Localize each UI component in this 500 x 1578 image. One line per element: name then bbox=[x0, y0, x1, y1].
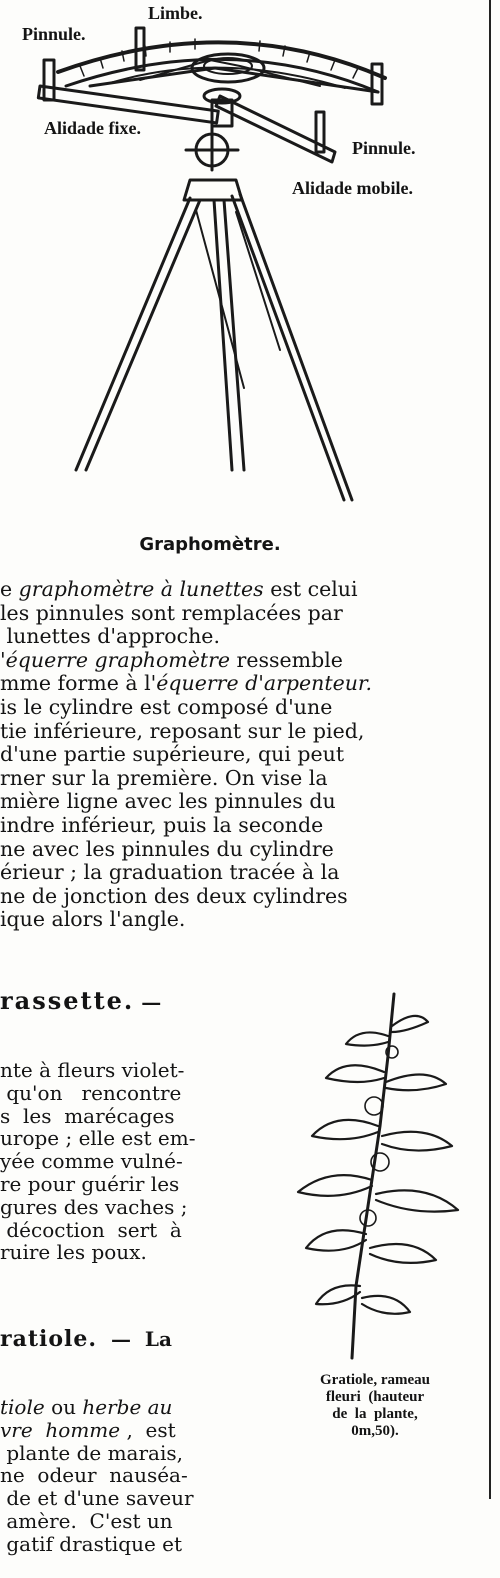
text-line: qu'on rencontre bbox=[0, 1080, 182, 1105]
text-line: yée comme vulné- bbox=[0, 1149, 183, 1174]
label-pinnule-left: Pinnule. bbox=[22, 24, 86, 44]
text-line: rner sur la première. On vise la bbox=[0, 765, 328, 790]
text-line: lunettes d'approche. bbox=[0, 624, 220, 649]
label-alidade-fixe: Alidade fixe. bbox=[44, 118, 141, 138]
italic-term: herbe au bbox=[82, 1394, 173, 1419]
label-pinnule-right: Pinnule. bbox=[352, 138, 416, 158]
text-line: s les marécages bbox=[0, 1103, 175, 1128]
text-line: ne de jonction des deux cylindres bbox=[0, 883, 348, 908]
entry-heading: ratiole. bbox=[0, 1325, 98, 1352]
text-line: de et d'une saveur bbox=[0, 1486, 194, 1511]
entry-heading: rassette. bbox=[0, 985, 135, 1015]
text-line: les pinnules sont remplacées par bbox=[0, 600, 343, 625]
column-rule bbox=[489, 0, 491, 1499]
italic-term: tiole bbox=[0, 1394, 45, 1419]
paragraph-graphometre bbox=[0, 578, 466, 932]
text-line: is le cylindre est composé d'une bbox=[0, 694, 333, 719]
text-line: ne odeur nauséa- bbox=[0, 1463, 188, 1488]
text-line: amère. C'est un bbox=[0, 1508, 173, 1533]
text-line: ruire les poux. bbox=[0, 1240, 147, 1265]
text-line: d'une partie supérieure, qui peut bbox=[0, 742, 345, 767]
text-line: indre inférieur, puis la seconde bbox=[0, 812, 324, 837]
italic-term: graphomètre à lunettes bbox=[18, 578, 264, 601]
gratiole-plant-illustration bbox=[276, 986, 476, 1366]
text-line: 'équerre graphomètre ressemble bbox=[0, 647, 343, 672]
label-limbe: Limbe. bbox=[148, 3, 203, 23]
figure-caption: Graphomètre. bbox=[139, 534, 281, 555]
italic-term: 'équerre graphomètre bbox=[0, 647, 231, 672]
text-line: gatif drastique et bbox=[0, 1531, 183, 1556]
entry-dash: — bbox=[134, 989, 162, 1014]
text-line: décoction sert à bbox=[0, 1217, 182, 1242]
text-line: vre homme , est bbox=[0, 1417, 176, 1442]
entry-gratiole bbox=[0, 1282, 262, 1578]
plant-caption: Gratiole, rameau fleuri (hauteur de la plante, 0m,50). bbox=[320, 1372, 430, 1439]
graphometre-illustration bbox=[0, 0, 440, 520]
text-line: nte à fleurs violet- bbox=[0, 1057, 185, 1082]
entry-dash: — La bbox=[97, 1326, 172, 1351]
text-line: ne avec les pinnules du cylindre bbox=[0, 836, 334, 861]
text-line: re pour guérir les bbox=[0, 1171, 180, 1196]
text-line: mière ligne avec les pinnules du bbox=[0, 789, 336, 814]
text-line: tiole ou herbe au bbox=[0, 1394, 173, 1419]
text-line: ique alors l'angle. bbox=[0, 907, 186, 932]
text-line: tie inférieure, reposant sur le pied, bbox=[0, 718, 365, 743]
text-line: e graphomètre à lunettes est celui bbox=[0, 578, 358, 601]
text-line: mme forme à l'équerre d'arpenteur. bbox=[0, 671, 372, 696]
italic-term: vre homme bbox=[0, 1417, 121, 1442]
text-line: érieur ; la graduation tracée à la bbox=[0, 860, 340, 885]
text-line: plante de marais, bbox=[0, 1440, 183, 1465]
label-alidade-mobile: Alidade mobile. bbox=[292, 178, 414, 198]
entry-grassette bbox=[0, 944, 262, 1287]
italic-term: équerre d'arpenteur. bbox=[156, 671, 372, 696]
text-line: urope ; elle est em- bbox=[0, 1126, 196, 1151]
text-line: gures des vaches ; bbox=[0, 1194, 188, 1219]
